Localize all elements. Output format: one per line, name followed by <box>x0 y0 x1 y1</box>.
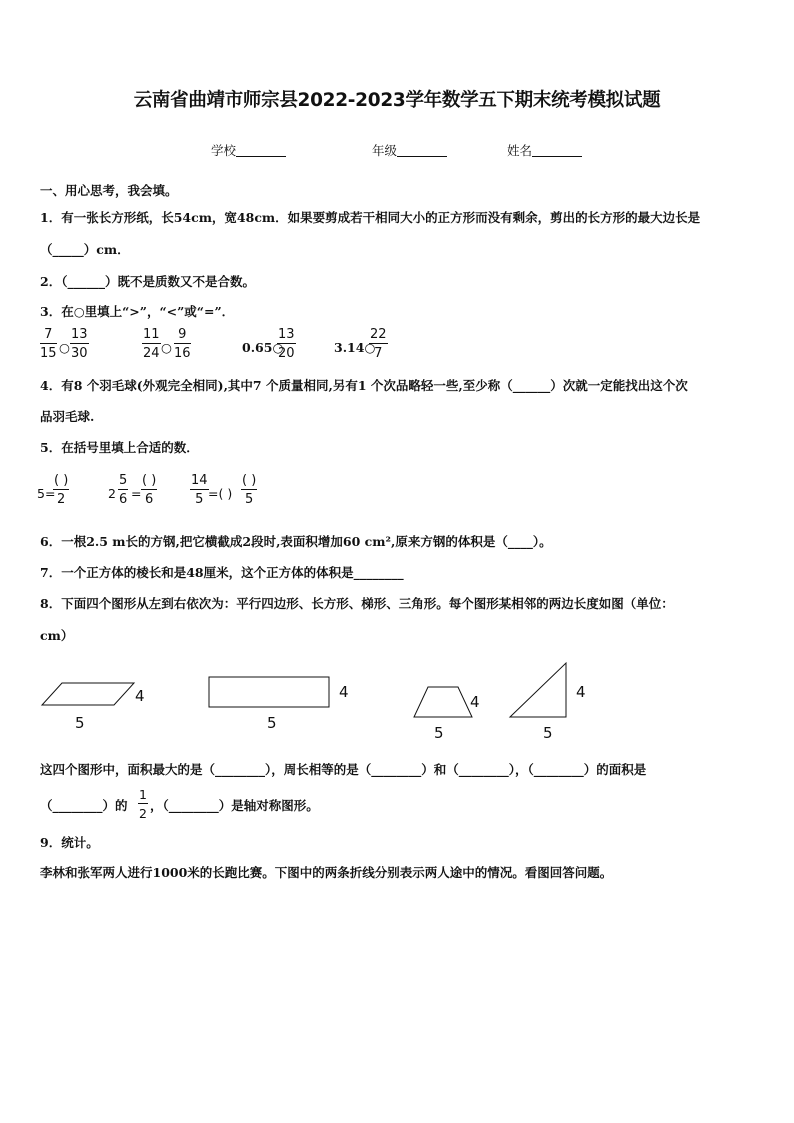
fraction: ( ) 2 <box>54 473 69 507</box>
trapezoid-shape <box>414 687 472 717</box>
equation-lead: 5= <box>37 486 56 501</box>
compare-circle[interactable]: ○ <box>59 340 70 355</box>
triangle-side-label: 4 <box>576 683 586 701</box>
grade-field[interactable] <box>372 141 447 159</box>
fraction: 13 30 <box>71 327 88 361</box>
fraction: 13 20 <box>278 327 295 361</box>
name-blank[interactable] <box>532 144 582 157</box>
trapezoid-base-label: 5 <box>434 724 444 742</box>
parallelogram-side-label: 4 <box>135 687 145 705</box>
school-blank[interactable] <box>236 144 286 157</box>
shapes-figure <box>0 655 794 745</box>
parallelogram-base-label: 5 <box>75 714 85 732</box>
question-8-answer-line-2a: （________）的 <box>40 798 128 813</box>
fraction: 9 16 <box>174 327 191 361</box>
trapezoid-side-label: 4 <box>470 693 480 711</box>
school-label: 学校 <box>211 143 237 158</box>
triangle-shape <box>510 663 566 717</box>
school-field[interactable] <box>211 141 286 159</box>
fraction: ( ) 5 <box>242 473 257 507</box>
compare-circle[interactable]: ○ <box>161 340 172 355</box>
question-2: 2．（______）既不是质数又不是合数。 <box>40 274 255 289</box>
fraction: 22 7 <box>370 327 387 361</box>
question-1-line-1: 1．有一张长方形纸，长54cm，宽48cm．如果要剪成若干相同大小的正方形而没有剩余，剪出的长方形的最大边长是 <box>40 210 701 225</box>
question-3: 3．在○里填上“>”，“<”或“=”． <box>40 304 235 319</box>
question-7: 7．一个正方体的棱长和是48厘米，这个正方体的体积是________ <box>40 565 404 580</box>
question-8-answer-line-2b: ，（________）是轴对称图形。 <box>150 798 319 813</box>
question-9: 9．统计。 <box>40 835 99 850</box>
section-heading: 一、用心思考，我会填。 <box>40 183 178 198</box>
rectangle-side-label: 4 <box>339 683 349 701</box>
fraction: 5 6 <box>119 473 128 507</box>
half-fraction: 1 2 <box>139 787 147 821</box>
question-8-line-2: cm） <box>40 628 74 643</box>
decimal-compare[interactable]: 3.14○ <box>334 340 376 355</box>
fraction: 11 24 <box>143 327 160 361</box>
grade-blank[interactable] <box>397 144 447 157</box>
name-field[interactable] <box>507 141 582 159</box>
question-1-line-2: （_____）cm． <box>40 242 130 257</box>
question-4-line-1: 4．有8 个羽毛球(外观完全相同),其中7 个质量相同,另有1 个次品略轻一些,至少称（______）次就一定能找出这个次 <box>40 378 688 393</box>
equals-sign: = <box>131 486 142 501</box>
page-title: 云南省曲靖市师宗县2022-2023学年数学五下期末统考模拟试题 <box>133 90 661 111</box>
question-8-line-1: 8．下面四个图形从左到右依次为：平行四边形、长方形、梯形、三角形。每个图形某相邻的两边长度如图（单位： <box>40 596 674 611</box>
fraction: ( ) 6 <box>142 473 157 507</box>
grade-label: 年级 <box>372 143 398 158</box>
decimal-compare[interactable]: 0.65○ <box>242 340 284 355</box>
equals-blank[interactable]: =( ) <box>208 486 233 501</box>
mixed-whole: 2 <box>108 486 116 501</box>
question-8-answer-line-1: 这四个图形中，面积最大的是（________），周长相等的是（________）和（________），（________）的面积是 <box>40 762 647 777</box>
question-4-line-2: 品羽毛球. <box>40 409 95 424</box>
name-label: 姓名 <box>507 143 533 158</box>
question-5: 5．在括号里填上合适的数． <box>40 440 199 455</box>
parallelogram-shape <box>42 683 134 705</box>
rectangle-base-label: 5 <box>267 714 277 732</box>
rectangle-shape <box>209 677 329 707</box>
fraction: 14 5 <box>191 473 208 507</box>
fraction: 7 15 <box>40 327 57 361</box>
question-6: 6．一根2.5 m长的方钢,把它横截成2段时,表面积增加60 cm²,原来方钢的体积是（____）。 <box>40 534 552 549</box>
triangle-base-label: 5 <box>543 724 553 742</box>
question-9-description: 李林和张军两人进行1000米的长跑比赛。下图中的两条折线分别表示两人途中的情况。看图回答问题。 <box>40 865 613 880</box>
